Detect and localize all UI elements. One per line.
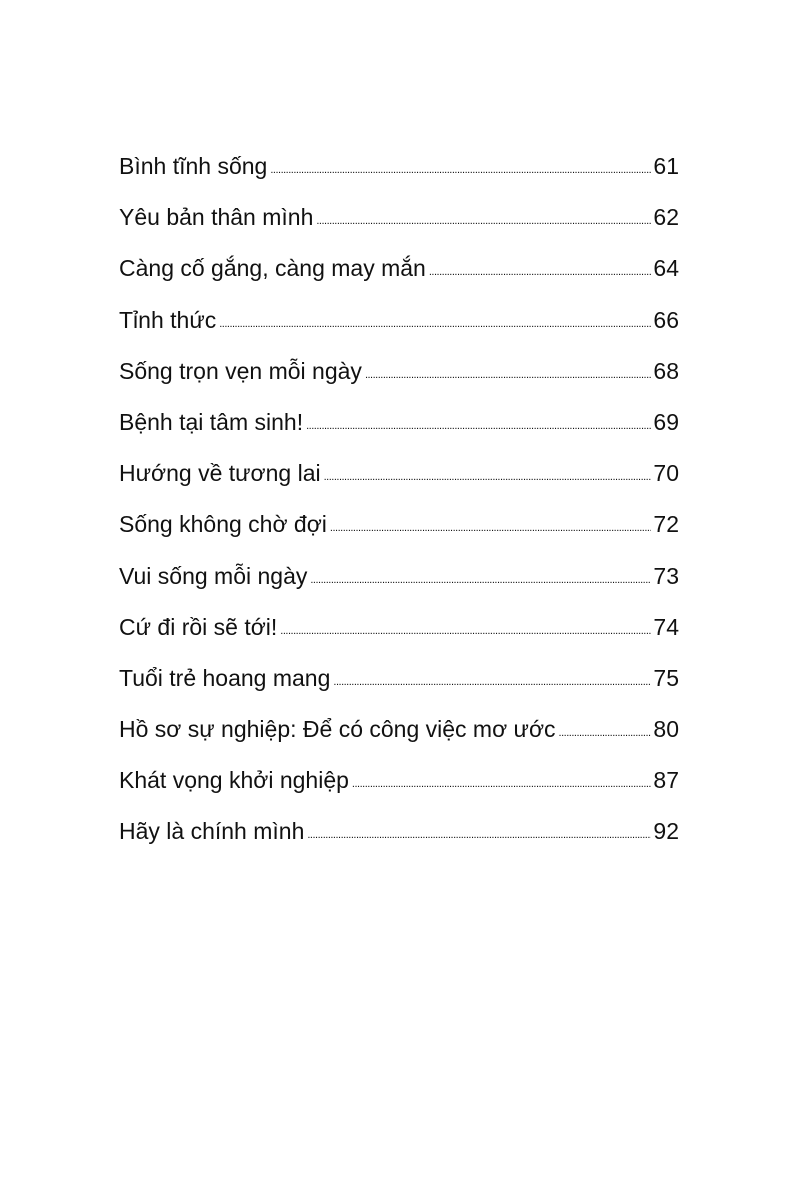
toc-entry	[119, 711, 679, 762]
toc-entry	[119, 199, 679, 250]
dot-leader	[306, 408, 651, 444]
toc-entry-title: Khát vọng khởi nghiệp	[119, 767, 349, 794]
toc-entry-page: 74	[653, 613, 679, 640]
toc-entry	[119, 762, 679, 813]
toc-entry-title: Càng cố gắng, càng may mắn	[119, 255, 426, 282]
dot-leader	[559, 715, 652, 751]
toc-entry-page: 62	[653, 204, 679, 231]
toc-entry	[119, 609, 679, 660]
toc-entry-title: Hãy là chính mình	[119, 818, 305, 845]
dot-leader	[219, 306, 651, 342]
toc-entry-title: Bình tĩnh sống	[119, 153, 268, 179]
toc-entry-title: Tỉnh thức	[119, 306, 217, 333]
dot-leader	[324, 459, 652, 495]
toc-entry-title: Bệnh tại tâm sinh!	[119, 408, 304, 435]
dot-leader	[307, 817, 651, 853]
toc-entry	[119, 506, 679, 557]
dot-leader	[310, 562, 651, 598]
toc-entry-page: 92	[653, 818, 679, 845]
dot-leader	[365, 357, 651, 393]
toc-entry	[119, 455, 679, 506]
toc-entry-title: Yêu bản thân mình	[119, 204, 314, 231]
dot-leader	[280, 613, 651, 649]
dot-leader	[270, 152, 651, 188]
toc-entry-page: 80	[653, 716, 679, 743]
dot-leader	[352, 766, 651, 802]
toc-entry	[119, 660, 679, 711]
toc-entry	[119, 353, 679, 404]
toc-entry	[119, 250, 679, 301]
toc-entry-page: 75	[653, 664, 679, 691]
toc-entry	[119, 404, 679, 455]
toc-entry	[119, 148, 679, 199]
toc-entry-page: 61	[653, 153, 679, 179]
toc-entry-title: Sống không chờ đợi	[119, 511, 327, 538]
dot-leader	[429, 254, 652, 290]
toc-entry-page: 69	[653, 408, 679, 435]
toc-entry-title: Hồ sơ sự nghiệp: Để có công việc mơ ước	[119, 716, 556, 743]
toc-entry-page: 72	[653, 511, 679, 538]
toc-entry-title: Vui sống mỗi ngày	[119, 562, 308, 589]
toc-entry-title: Sống trọn vẹn mỗi ngày	[119, 357, 362, 384]
table-of-contents	[119, 148, 679, 865]
toc-entry-page: 68	[653, 357, 679, 384]
toc-entry	[119, 558, 679, 609]
toc-entry-page: 70	[653, 460, 679, 487]
toc-entry-title: Hướng về tương lai	[119, 460, 321, 487]
toc-entry-page: 66	[653, 306, 679, 333]
toc-entry	[119, 302, 679, 353]
dot-leader	[330, 510, 651, 546]
toc-entry-page: 64	[653, 255, 679, 282]
toc-entry-title: Cứ đi rồi sẽ tới!	[119, 613, 278, 640]
toc-entry-page: 73	[653, 562, 679, 589]
dot-leader	[333, 664, 651, 700]
toc-entry	[119, 813, 679, 864]
dot-leader	[316, 203, 651, 239]
toc-entry-title: Tuổi trẻ hoang mang	[119, 664, 331, 691]
toc-entry-page: 87	[653, 767, 679, 794]
